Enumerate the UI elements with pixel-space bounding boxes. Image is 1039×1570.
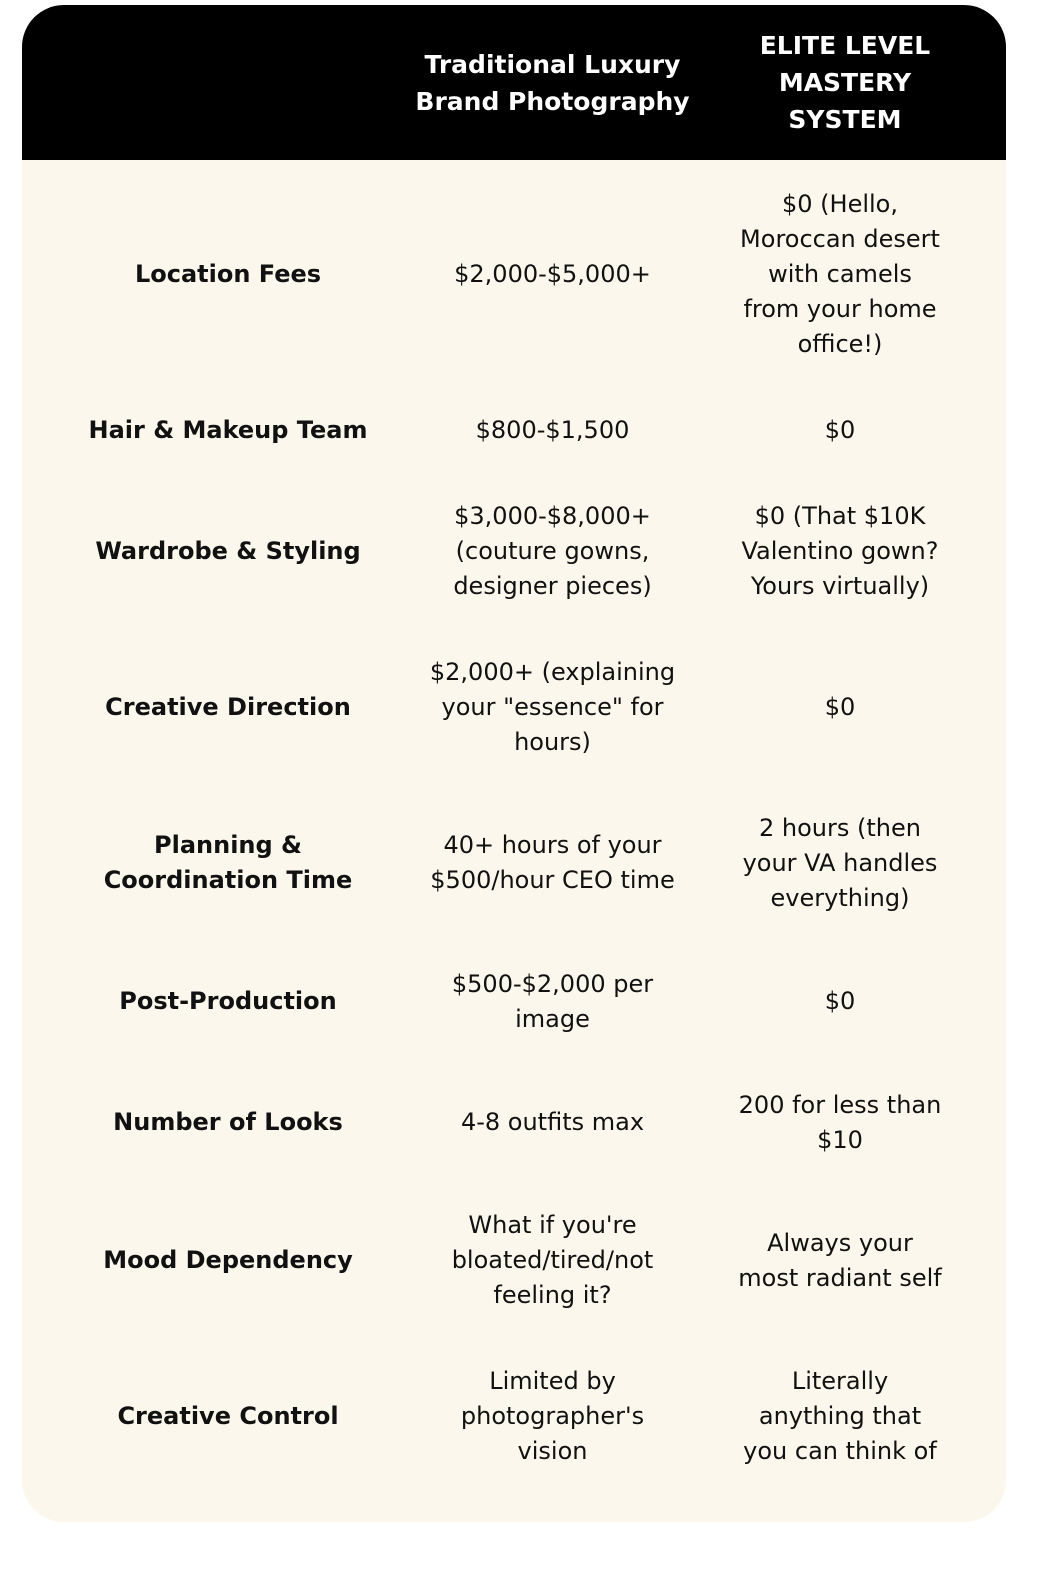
- row-label: Creative Control: [117, 1401, 339, 1430]
- elite-value: $0: [824, 415, 856, 444]
- table-row: [22, 1183, 1006, 1338]
- elite-value: $0 (That $10K Valentino gown? Yours virtually): [741, 502, 939, 600]
- elite-value: 2 hours (then your VA handles everything): [742, 813, 938, 912]
- traditional-value: 4-8 outfits max: [460, 1108, 645, 1136]
- traditional-value: Limited by photographer's vision: [460, 1366, 645, 1465]
- row-label: Number of Looks: [113, 1108, 343, 1136]
- row-label: Hair & Makeup Team: [88, 415, 368, 444]
- elite-value: 200 for less than $10: [738, 1090, 942, 1154]
- table-row: [22, 941, 1006, 1062]
- table-row: [22, 163, 1006, 386]
- traditional-value: What if you're bloated/tired/not feeling it?: [451, 1211, 654, 1309]
- elite-value: Literally anything that you can think of: [743, 1366, 937, 1465]
- table-row: [22, 785, 1006, 941]
- traditional-value: $800-$1,500: [475, 415, 630, 444]
- elite-value: Always your most radiant self: [738, 1228, 942, 1292]
- traditional-value: $3,000-$8,000+ (couture gowns, designer pieces): [453, 502, 652, 600]
- row-label: Planning & Coordination Time: [103, 831, 353, 894]
- header-traditional: [404, 5, 701, 160]
- table-row: [22, 1338, 1006, 1494]
- traditional-value: $2,000-$5,000+: [454, 260, 651, 288]
- traditional-value: $2,000+ (explaining your "essence" for hours): [429, 657, 676, 756]
- table-header: [22, 5, 1006, 160]
- traditional-value: $500-$2,000 per image: [451, 969, 654, 1033]
- table-row: [22, 386, 1006, 474]
- comparison-table: [22, 5, 1006, 1522]
- row-label: Post-Production: [119, 987, 337, 1015]
- row-label: Wardrobe & Styling: [95, 537, 361, 565]
- row-label: Location Fees: [134, 260, 322, 288]
- table-row: [22, 629, 1006, 785]
- header-elite: [704, 5, 986, 160]
- traditional-value: 40+ hours of your $500/hour CEO time: [430, 831, 675, 894]
- table-row: [22, 1062, 1006, 1183]
- elite-value: $0 (Hello, Moroccan desert with camels from your home office!): [740, 190, 940, 358]
- elite-value: $0: [824, 987, 856, 1015]
- row-label: Mood Dependency: [103, 1246, 353, 1274]
- elite-value: $0: [824, 692, 856, 721]
- row-label: Creative Direction: [105, 692, 351, 721]
- header-traditional-label: Traditional Luxury Brand Photography: [415, 49, 690, 116]
- table-row: [22, 474, 1006, 629]
- header-elite-label: ELITE LEVEL MASTERY SYSTEM: [759, 31, 931, 134]
